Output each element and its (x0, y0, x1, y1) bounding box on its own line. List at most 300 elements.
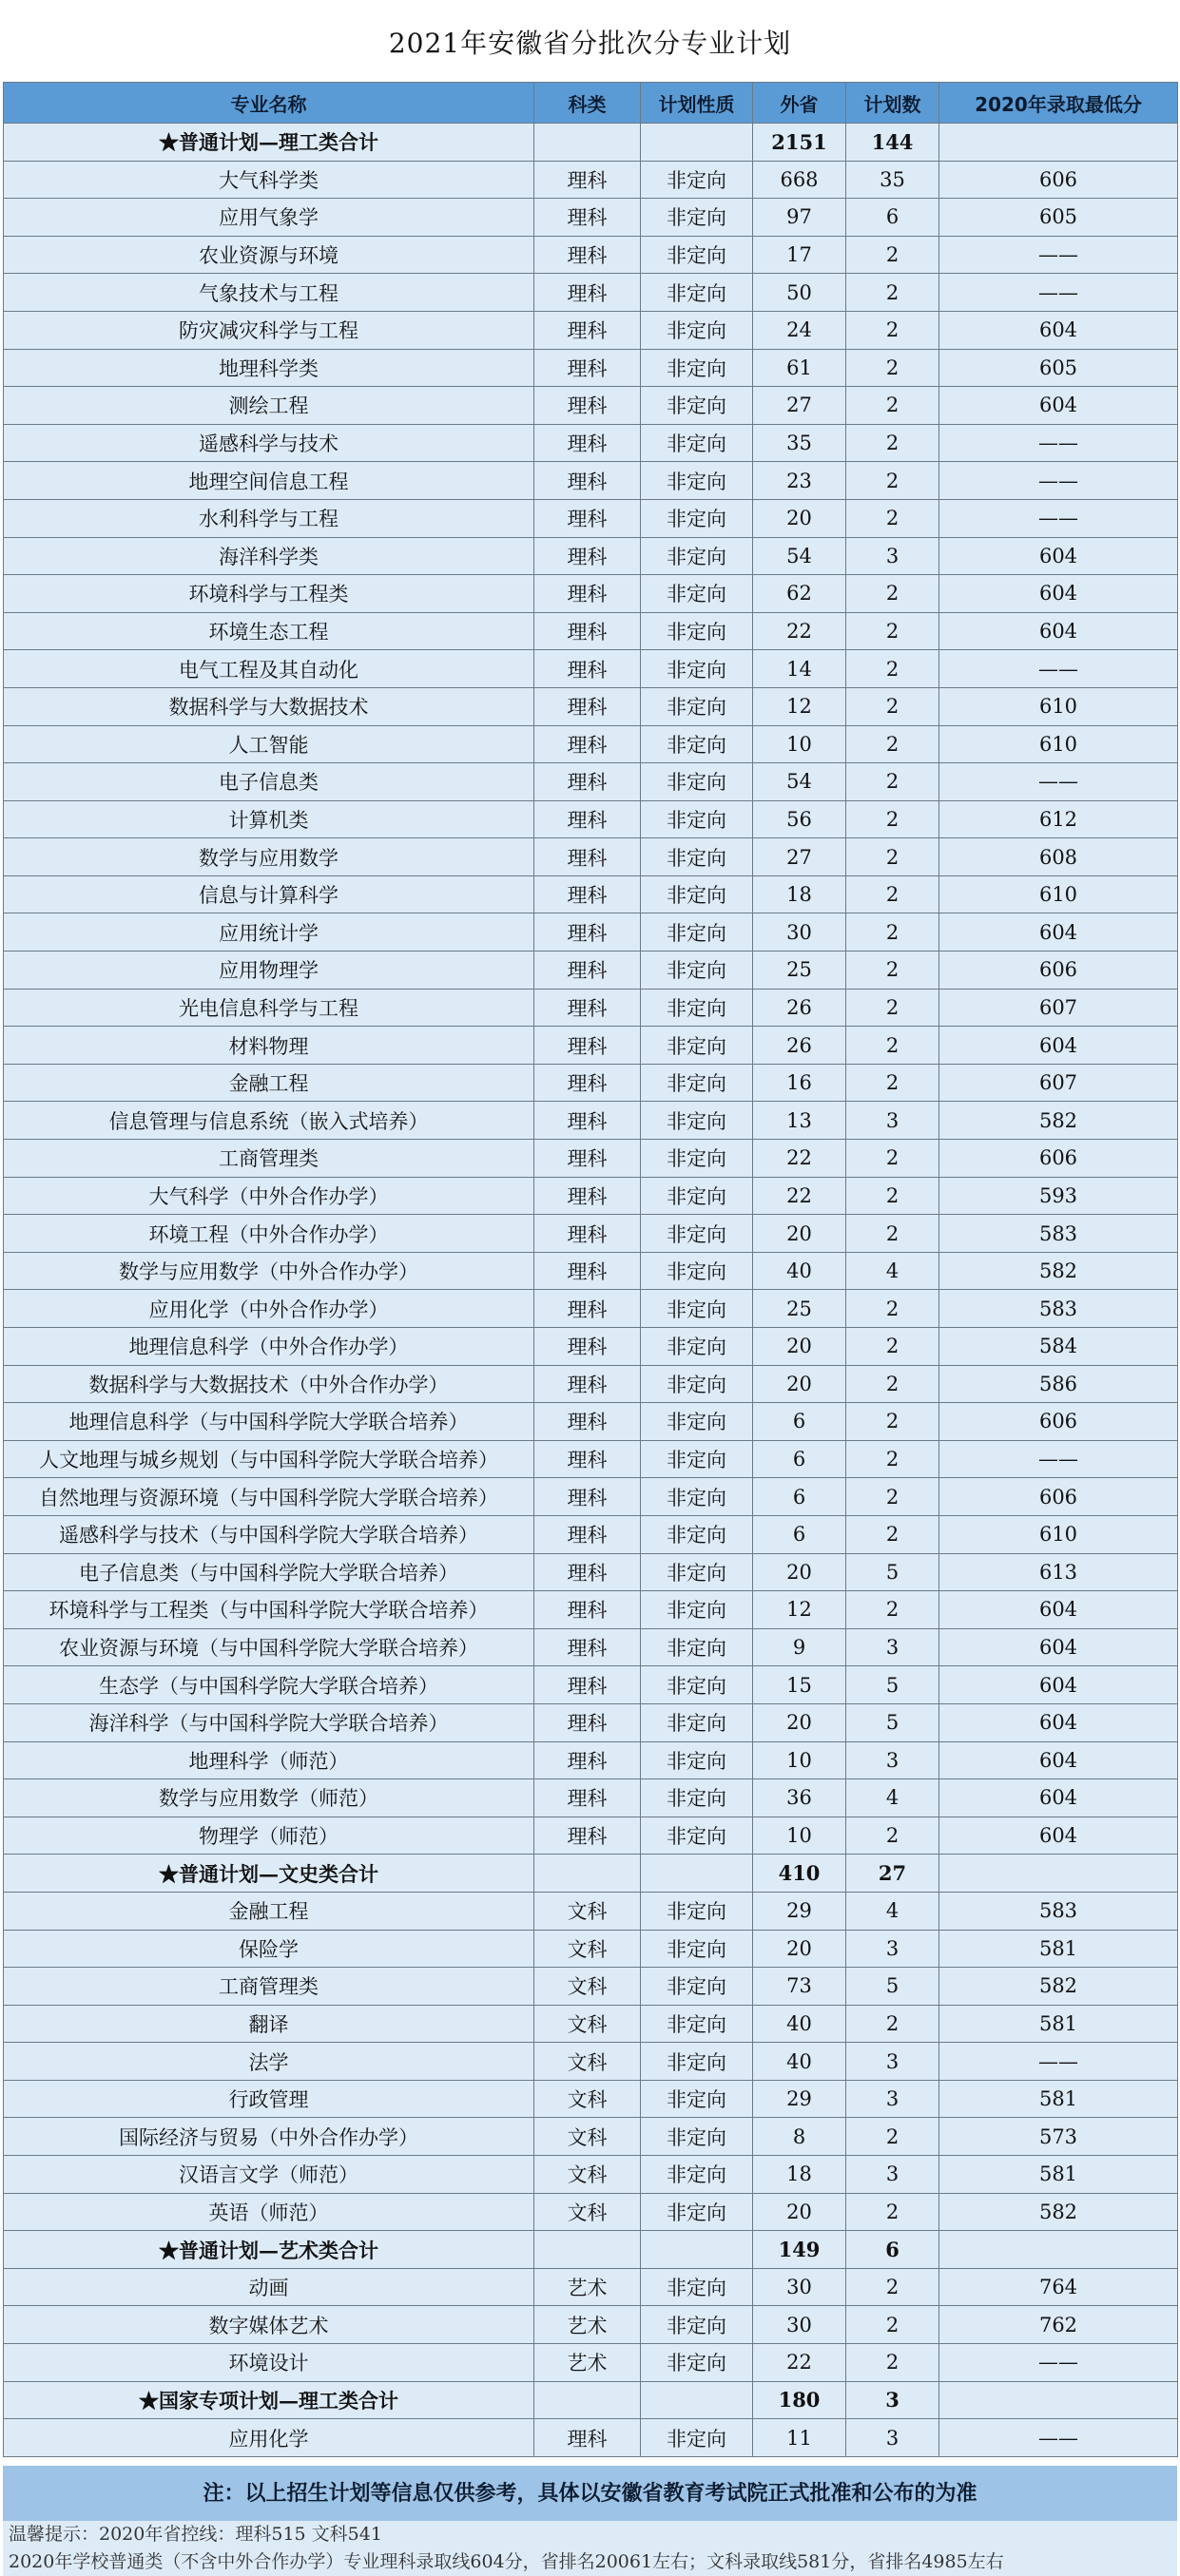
cell-plan-nature: 非定向 (641, 952, 753, 990)
cell-outside-province: 61 (753, 349, 846, 387)
cell-major-name: 地理科学（师范） (4, 1741, 534, 1779)
cell-subject-type: 文科 (534, 2193, 641, 2231)
cell-subject-type: 理科 (534, 989, 641, 1027)
cell-subject-type: 理科 (534, 537, 641, 575)
cell-outside-province: 11 (753, 2419, 846, 2457)
cell-plan-count: 2 (846, 1064, 939, 1102)
table-row (4, 1140, 1178, 1178)
cell-plan-count: 2 (846, 2118, 939, 2156)
cell-2020-min-score (939, 1855, 1178, 1893)
table-row (4, 2268, 1178, 2306)
cell-plan-nature (641, 124, 753, 162)
cell-major-name: 应用统计学 (4, 913, 534, 952)
cell-subject-type: 理科 (534, 1403, 641, 1441)
table-row (4, 1817, 1178, 1855)
cell-outside-province: 36 (753, 1779, 846, 1817)
cell-plan-count: 5 (846, 1553, 939, 1591)
cell-outside-province: 20 (753, 499, 846, 537)
cell-outside-province: 40 (753, 2043, 846, 2081)
cell-2020-min-score: 584 (939, 1328, 1178, 1366)
cell-2020-min-score: 605 (939, 199, 1178, 237)
cell-plan-nature: 非定向 (641, 1591, 753, 1629)
table-row (4, 1666, 1178, 1704)
table-row (4, 1365, 1178, 1403)
cell-plan-count: 2 (846, 2193, 939, 2231)
cell-plan-count: 2 (846, 236, 939, 274)
table-header-row (4, 83, 1178, 124)
cell-outside-province: 35 (753, 424, 846, 462)
cell-outside-province: 10 (753, 1817, 846, 1855)
cell-outside-province: 25 (753, 1290, 846, 1328)
cell-plan-count: 2 (846, 1817, 939, 1855)
cell-outside-province: 23 (753, 462, 846, 500)
cell-2020-min-score: —— (939, 236, 1178, 274)
cell-subject-type (534, 2231, 641, 2269)
cell-plan-nature: 非定向 (641, 1741, 753, 1779)
table-row (4, 612, 1178, 650)
cell-plan-count: 2 (846, 952, 939, 990)
cell-subject-type: 理科 (534, 1328, 641, 1366)
cell-2020-min-score: 762 (939, 2306, 1178, 2344)
cell-subject-type: 理科 (534, 199, 641, 237)
cell-plan-count: 2 (846, 462, 939, 500)
cell-plan-nature: 非定向 (641, 1140, 753, 1178)
cell-major-name: 海洋科学类 (4, 537, 534, 575)
cell-major-name: 环境科学与工程类（与中国科学院大学联合培养） (4, 1591, 534, 1629)
cell-2020-min-score: 604 (939, 1817, 1178, 1855)
cell-major-name: 工商管理类 (4, 1968, 534, 2006)
cell-subject-type: 艺术 (534, 2344, 641, 2382)
cell-plan-count: 2 (846, 612, 939, 650)
cell-plan-count: 35 (846, 161, 939, 199)
cell-major-name: 环境工程（中外合作办学） (4, 1215, 534, 1253)
table-row (4, 2419, 1178, 2457)
cell-outside-province: 20 (753, 2193, 846, 2231)
cell-subject-type: 艺术 (534, 2268, 641, 2306)
cell-major-name: 地理信息科学（中外合作办学） (4, 1328, 534, 1366)
cell-2020-min-score: 604 (939, 1741, 1178, 1779)
table-row (4, 161, 1178, 199)
cell-outside-province: 20 (753, 1703, 846, 1741)
cell-plan-nature: 非定向 (641, 1817, 753, 1855)
cell-outside-province: 26 (753, 1027, 846, 1065)
table-row (4, 800, 1178, 838)
cell-2020-min-score: 583 (939, 1892, 1178, 1930)
cell-2020-min-score: 604 (939, 387, 1178, 425)
cell-plan-nature: 非定向 (641, 612, 753, 650)
cell-major-name: 汉语言文学（师范） (4, 2156, 534, 2194)
cell-plan-nature: 非定向 (641, 1440, 753, 1478)
table-row (4, 650, 1178, 688)
cell-subject-type: 理科 (534, 236, 641, 274)
cell-subject-type: 理科 (534, 1478, 641, 1516)
cell-2020-min-score: —— (939, 2419, 1178, 2457)
cell-plan-count: 2 (846, 1440, 939, 1478)
cell-outside-province: 97 (753, 199, 846, 237)
cell-major-name: 人文地理与城乡规划（与中国科学院大学联合培养） (4, 1440, 534, 1478)
cell-subject-type: 理科 (534, 1140, 641, 1178)
cell-plan-nature: 非定向 (641, 424, 753, 462)
cell-2020-min-score: 606 (939, 952, 1178, 990)
cell-outside-province: 62 (753, 575, 846, 613)
cell-outside-province: 29 (753, 2080, 846, 2118)
cell-major-name: 信息与计算科学 (4, 875, 534, 913)
cell-plan-count: 5 (846, 1666, 939, 1704)
cell-outside-province: 22 (753, 2344, 846, 2382)
cell-2020-min-score: 582 (939, 1102, 1178, 1140)
cell-outside-province: 40 (753, 1252, 846, 1290)
cell-major-name: 大气科学类 (4, 161, 534, 199)
cell-plan-count: 2 (846, 1140, 939, 1178)
cell-outside-province: 20 (753, 1930, 846, 1968)
table-row (4, 1591, 1178, 1629)
table-row (4, 537, 1178, 575)
cell-plan-nature: 非定向 (641, 1478, 753, 1516)
cell-2020-min-score: 582 (939, 2193, 1178, 2231)
table-row (4, 838, 1178, 876)
cell-subject-type: 理科 (534, 311, 641, 349)
cell-plan-nature: 非定向 (641, 989, 753, 1027)
cell-plan-count: 3 (846, 1930, 939, 1968)
cell-outside-province: 73 (753, 1968, 846, 2006)
table-row (4, 1064, 1178, 1102)
cell-major-name: 金融工程 (4, 1892, 534, 1930)
cell-major-name: 信息管理与信息系统（嵌入式培养） (4, 1102, 534, 1140)
cell-outside-province: 149 (753, 2231, 846, 2269)
cell-plan-count: 2 (846, 1215, 939, 1253)
cell-plan-count: 2 (846, 763, 939, 801)
cell-plan-nature: 非定向 (641, 763, 753, 801)
header-plan-count: 计划数 (846, 83, 939, 124)
cell-subject-type: 理科 (534, 499, 641, 537)
table-row (4, 2005, 1178, 2043)
cell-outside-province: 12 (753, 1591, 846, 1629)
cell-plan-nature: 非定向 (641, 800, 753, 838)
footer-tips (3, 2521, 1177, 2576)
table-row (4, 1027, 1178, 1065)
table-row (4, 1968, 1178, 2006)
cell-subject-type: 理科 (534, 1741, 641, 1779)
cell-outside-province: 6 (753, 1478, 846, 1516)
cell-major-name: 数学与应用数学 (4, 838, 534, 876)
cell-2020-min-score: 607 (939, 1064, 1178, 1102)
cell-plan-nature: 非定向 (641, 650, 753, 688)
cell-plan-nature: 非定向 (641, 499, 753, 537)
cell-plan-nature: 非定向 (641, 462, 753, 500)
cell-plan-nature: 非定向 (641, 199, 753, 237)
cell-major-name: 保险学 (4, 1930, 534, 1968)
cell-plan-nature: 非定向 (641, 2156, 753, 2194)
cell-2020-min-score (939, 124, 1178, 162)
cell-subject-type: 理科 (534, 1027, 641, 1065)
cell-plan-nature (641, 2231, 753, 2269)
cell-plan-nature: 非定向 (641, 1930, 753, 1968)
table-row (4, 1478, 1178, 1516)
table-row (4, 2080, 1178, 2118)
cell-plan-nature: 非定向 (641, 311, 753, 349)
table-row (4, 1328, 1178, 1366)
cell-outside-province: 8 (753, 2118, 846, 2156)
cell-subject-type: 理科 (534, 800, 641, 838)
cell-plan-nature: 非定向 (641, 687, 753, 725)
cell-outside-province: 2151 (753, 124, 846, 162)
table-row (4, 1215, 1178, 1253)
cell-outside-province: 22 (753, 1177, 846, 1215)
table-row (4, 2156, 1178, 2194)
cell-plan-count: 3 (846, 2419, 939, 2457)
cell-major-name: 光电信息科学与工程 (4, 989, 534, 1027)
cell-outside-province: 13 (753, 1102, 846, 1140)
cell-major-name: 大气科学（中外合作办学） (4, 1177, 534, 1215)
cell-2020-min-score: 613 (939, 1553, 1178, 1591)
header-2020-min-score: 2020年录取最低分 (939, 83, 1178, 124)
cell-plan-nature: 非定向 (641, 387, 753, 425)
cell-outside-province: 22 (753, 1140, 846, 1178)
table-total-row (4, 2381, 1178, 2419)
cell-major-name: 电气工程及其自动化 (4, 650, 534, 688)
cell-major-name: 翻译 (4, 2005, 534, 2043)
cell-subject-type: 理科 (534, 462, 641, 500)
cell-2020-min-score: 606 (939, 1140, 1178, 1178)
cell-2020-min-score: 608 (939, 838, 1178, 876)
table-row (4, 687, 1178, 725)
cell-subject-type: 理科 (534, 1440, 641, 1478)
cell-plan-count: 4 (846, 1779, 939, 1817)
cell-outside-province: 410 (753, 1855, 846, 1893)
cell-2020-min-score: 583 (939, 1215, 1178, 1253)
cell-plan-count: 2 (846, 1290, 939, 1328)
cell-major-name: 防灾减灾科学与工程 (4, 311, 534, 349)
cell-subject-type: 理科 (534, 875, 641, 913)
cell-2020-min-score: 605 (939, 349, 1178, 387)
cell-major-name: 数学与应用数学（中外合作办学） (4, 1252, 534, 1290)
cell-plan-nature: 非定向 (641, 1403, 753, 1441)
cell-outside-province: 6 (753, 1515, 846, 1553)
cell-subject-type: 理科 (534, 725, 641, 763)
table-row (4, 1177, 1178, 1215)
cell-plan-count: 6 (846, 199, 939, 237)
cell-plan-count: 6 (846, 2231, 939, 2269)
cell-outside-province: 30 (753, 913, 846, 952)
cell-major-name: 英语（师范） (4, 2193, 534, 2231)
cell-major-name: 数据科学与大数据技术 (4, 687, 534, 725)
cell-outside-province: 17 (753, 236, 846, 274)
cell-subject-type: 理科 (534, 1215, 641, 1253)
cell-outside-province: 16 (753, 1064, 846, 1102)
cell-plan-count: 3 (846, 2156, 939, 2194)
cell-major-name: 农业资源与环境（与中国科学院大学联合培养） (4, 1628, 534, 1666)
cell-major-name: 材料物理 (4, 1027, 534, 1065)
table-row (4, 1252, 1178, 1290)
cell-subject-type: 理科 (534, 1365, 641, 1403)
cell-plan-nature: 非定向 (641, 2005, 753, 2043)
cell-2020-min-score: 581 (939, 1930, 1178, 1968)
cell-outside-province: 10 (753, 1741, 846, 1779)
cell-2020-min-score: 606 (939, 161, 1178, 199)
cell-plan-nature: 非定向 (641, 1515, 753, 1553)
cell-subject-type: 文科 (534, 2005, 641, 2043)
cell-outside-province: 6 (753, 1440, 846, 1478)
cell-outside-province: 12 (753, 687, 846, 725)
cell-plan-count: 4 (846, 1892, 939, 1930)
cell-major-name: 应用物理学 (4, 952, 534, 990)
cell-2020-min-score: 606 (939, 1478, 1178, 1516)
cell-plan-nature: 非定向 (641, 875, 753, 913)
cell-plan-count: 27 (846, 1855, 939, 1893)
cell-2020-min-score: 604 (939, 913, 1178, 952)
cell-plan-count: 2 (846, 311, 939, 349)
cell-plan-count: 2 (846, 274, 939, 312)
cell-subject-type: 理科 (534, 952, 641, 990)
cell-major-name: 测绘工程 (4, 387, 534, 425)
cell-major-name: 数据科学与大数据技术（中外合作办学） (4, 1365, 534, 1403)
cell-major-name: 环境科学与工程类 (4, 575, 534, 613)
cell-2020-min-score: —— (939, 650, 1178, 688)
cell-major-name: 物理学（师范） (4, 1817, 534, 1855)
cell-outside-province: 18 (753, 875, 846, 913)
cell-subject-type (534, 2381, 641, 2419)
cell-plan-count: 3 (846, 1102, 939, 1140)
cell-major-name: 气象技术与工程 (4, 274, 534, 312)
cell-outside-province: 24 (753, 311, 846, 349)
cell-plan-nature: 非定向 (641, 838, 753, 876)
table-row (4, 1892, 1178, 1930)
header-outside-province: 外省 (753, 83, 846, 124)
cell-plan-count: 2 (846, 725, 939, 763)
cell-2020-min-score: 586 (939, 1365, 1178, 1403)
cell-subject-type: 理科 (534, 2419, 641, 2457)
cell-2020-min-score: —— (939, 462, 1178, 500)
cell-plan-nature: 非定向 (641, 1064, 753, 1102)
cell-outside-province: 18 (753, 2156, 846, 2194)
cell-plan-nature: 非定向 (641, 349, 753, 387)
cell-plan-nature (641, 1855, 753, 1893)
cell-2020-min-score (939, 2381, 1178, 2419)
cell-plan-count: 2 (846, 838, 939, 876)
cell-major-name: 金融工程 (4, 1064, 534, 1102)
cell-major-name: 数学与应用数学（师范） (4, 1779, 534, 1817)
cell-plan-nature: 非定向 (641, 725, 753, 763)
cell-major-name: 海洋科学（与中国科学院大学联合培养） (4, 1703, 534, 1741)
cell-major-name: 国际经济与贸易（中外合作办学） (4, 2118, 534, 2156)
cell-major-name: 应用化学 (4, 2419, 534, 2457)
cell-plan-nature: 非定向 (641, 2419, 753, 2457)
cell-plan-count: 3 (846, 1628, 939, 1666)
cell-outside-province: 25 (753, 952, 846, 990)
cell-major-name: 自然地理与资源环境（与中国科学院大学联合培养） (4, 1478, 534, 1516)
cell-outside-province: 15 (753, 1666, 846, 1704)
cell-subject-type: 理科 (534, 1252, 641, 1290)
cell-plan-nature: 非定向 (641, 1779, 753, 1817)
table-row (4, 1703, 1178, 1741)
cell-major-name: 应用气象学 (4, 199, 534, 237)
table-row (4, 387, 1178, 425)
table-row (4, 1628, 1178, 1666)
cell-plan-nature: 非定向 (641, 1215, 753, 1253)
cell-subject-type: 文科 (534, 1968, 641, 2006)
cell-plan-count: 3 (846, 1741, 939, 1779)
table-row (4, 1553, 1178, 1591)
table-row (4, 763, 1178, 801)
cell-2020-min-score: —— (939, 499, 1178, 537)
cell-plan-count: 2 (846, 1027, 939, 1065)
cell-plan-count: 5 (846, 1703, 939, 1741)
table-row (4, 2306, 1178, 2344)
header-subject-type: 科类 (534, 83, 641, 124)
cell-2020-min-score: 604 (939, 1628, 1178, 1666)
cell-outside-province: 29 (753, 1892, 846, 1930)
table-row (4, 199, 1178, 237)
cell-subject-type: 艺术 (534, 2306, 641, 2344)
header-plan-nature: 计划性质 (641, 83, 753, 124)
cell-2020-min-score: 607 (939, 989, 1178, 1027)
cell-subject-type: 理科 (534, 1177, 641, 1215)
table-row (4, 875, 1178, 913)
table-row (4, 1741, 1178, 1779)
cell-subject-type: 理科 (534, 763, 641, 801)
cell-plan-nature: 非定向 (641, 161, 753, 199)
cell-plan-count: 2 (846, 650, 939, 688)
cell-subject-type: 理科 (534, 687, 641, 725)
cell-plan-nature: 非定向 (641, 1328, 753, 1366)
cell-outside-province: 10 (753, 725, 846, 763)
cell-plan-nature: 非定向 (641, 1703, 753, 1741)
cell-plan-nature: 非定向 (641, 575, 753, 613)
cell-subject-type: 理科 (534, 274, 641, 312)
cell-2020-min-score: 610 (939, 687, 1178, 725)
cell-major-name: 地理科学类 (4, 349, 534, 387)
cell-2020-min-score: 604 (939, 575, 1178, 613)
table-row (4, 1515, 1178, 1553)
cell-subject-type: 理科 (534, 387, 641, 425)
table-row (4, 236, 1178, 274)
table-row (4, 424, 1178, 462)
cell-plan-nature: 非定向 (641, 2080, 753, 2118)
cell-plan-count: 4 (846, 1252, 939, 1290)
cell-plan-nature: 非定向 (641, 2193, 753, 2231)
cell-major-name: 农业资源与环境 (4, 236, 534, 274)
table-row (4, 913, 1178, 952)
cell-major-name: 地理信息科学（与中国科学院大学联合培养） (4, 1403, 534, 1441)
cell-plan-nature: 非定向 (641, 1968, 753, 2006)
cell-plan-nature: 非定向 (641, 2043, 753, 2081)
cell-2020-min-score (939, 2231, 1178, 2269)
cell-major-name: ★普通计划—理工类合计 (4, 124, 534, 162)
table-row (4, 725, 1178, 763)
cell-2020-min-score: 604 (939, 311, 1178, 349)
cell-major-name: 地理空间信息工程 (4, 462, 534, 500)
table-row (4, 1779, 1178, 1817)
cell-2020-min-score: 610 (939, 1515, 1178, 1553)
cell-plan-count: 2 (846, 1403, 939, 1441)
cell-plan-count: 3 (846, 2080, 939, 2118)
cell-plan-nature: 非定向 (641, 1553, 753, 1591)
cell-plan-count: 2 (846, 1591, 939, 1629)
table-row (4, 2344, 1178, 2382)
cell-outside-province: 50 (753, 274, 846, 312)
cell-2020-min-score: 582 (939, 1252, 1178, 1290)
cell-plan-count: 2 (846, 2344, 939, 2382)
table-total-row (4, 2231, 1178, 2269)
cell-2020-min-score: —— (939, 2043, 1178, 2081)
cell-major-name: 水利科学与工程 (4, 499, 534, 537)
cell-major-name: ★国家专项计划—理工类合计 (4, 2381, 534, 2419)
table-row (4, 274, 1178, 312)
cell-major-name: 电子信息类（与中国科学院大学联合培养） (4, 1553, 534, 1591)
cell-major-name: 人工智能 (4, 725, 534, 763)
cell-2020-min-score: 604 (939, 612, 1178, 650)
cell-major-name: 计算机类 (4, 800, 534, 838)
